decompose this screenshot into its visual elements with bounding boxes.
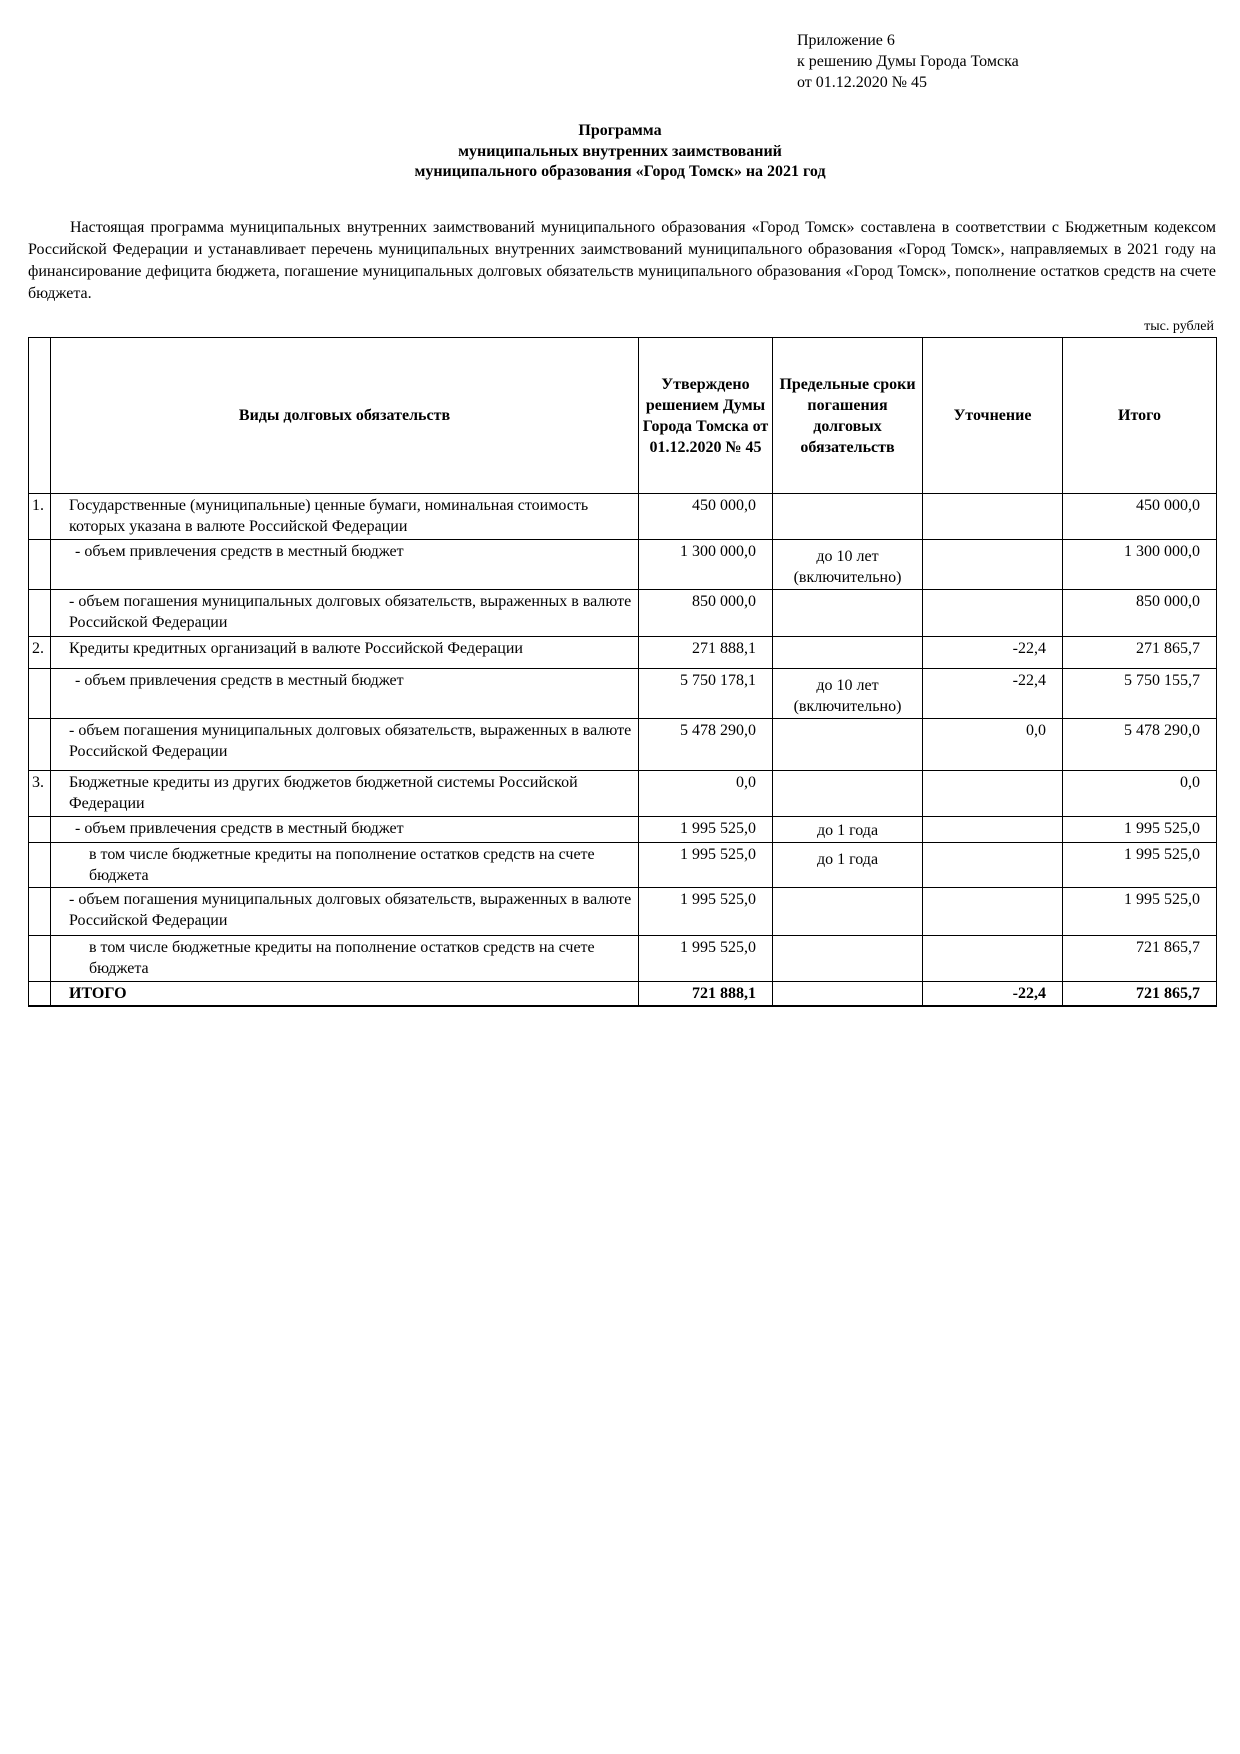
document-title	[0, 121, 1240, 183]
row-index: 2.	[29, 637, 51, 669]
title-line-2: муниципальных внутренних заимствований	[458, 142, 782, 160]
header-index	[29, 338, 51, 494]
row-clarification	[923, 494, 1063, 540]
total-clarification: -22,4	[923, 982, 1063, 1007]
row-index	[29, 669, 51, 719]
table-row	[29, 590, 1217, 637]
units-label: тыс. рублей	[1144, 319, 1214, 334]
row-term	[773, 719, 923, 771]
row-total: 5 478 290,0	[1063, 719, 1217, 771]
row-description: Кредиты кредитных организаций в валюте Российской Федерации	[51, 637, 639, 669]
appendix-line-3: от 01.12.2020 № 45	[797, 74, 928, 91]
row-description: - объем привлечения средств в местный бюджет	[51, 817, 639, 843]
header-clarification: Уточнение	[923, 338, 1063, 494]
row-clarification	[923, 771, 1063, 817]
row-approved: 1 300 000,0	[639, 540, 773, 590]
row-term: до 10 лет (включительно)	[773, 669, 923, 719]
row-description: - объем погашения муниципальных долговых обязательств, выраженных в валюте Российской Федерации	[51, 719, 639, 771]
row-term	[773, 888, 923, 936]
table-row	[29, 817, 1217, 843]
row-approved: 5 750 178,1	[639, 669, 773, 719]
header-terms: Предельные сроки погашения долговых обязательств	[773, 338, 923, 494]
header-approved: Утверждено решением Думы Города Томска от 01.12.2020 № 45	[639, 338, 773, 494]
row-term	[773, 771, 923, 817]
row-description: - объем погашения муниципальных долговых обязательств, выраженных в валюте Российской Федерации	[51, 888, 639, 936]
row-total: 1 995 525,0	[1063, 817, 1217, 843]
row-clarification	[923, 817, 1063, 843]
row-index: 1.	[29, 494, 51, 540]
row-index	[29, 590, 51, 637]
table-row	[29, 771, 1217, 817]
row-term: до 10 лет (включительно)	[773, 540, 923, 590]
row-index: 3.	[29, 771, 51, 817]
header-total: Итого	[1063, 338, 1217, 494]
row-term	[773, 936, 923, 982]
table-row	[29, 494, 1217, 540]
header-debt-type: Виды долговых обязательств	[51, 338, 639, 494]
row-approved: 1 995 525,0	[639, 817, 773, 843]
row-clarification	[923, 843, 1063, 888]
row-description: в том числе бюджетные кредиты на пополнение остатков средств на счете бюджета	[51, 843, 639, 888]
row-approved: 0,0	[639, 771, 773, 817]
table-header-row	[29, 338, 1217, 494]
row-index	[29, 843, 51, 888]
row-clarification	[923, 590, 1063, 637]
row-description: Государственные (муниципальные) ценные бумаги, номинальная стоимость которых указана в валюте Российской Федерации	[51, 494, 639, 540]
row-total: 1 995 525,0	[1063, 843, 1217, 888]
row-index	[29, 936, 51, 982]
row-clarification: 0,0	[923, 719, 1063, 771]
table-row	[29, 843, 1217, 888]
total-approved: 721 888,1	[639, 982, 773, 1007]
row-term: до 1 года	[773, 817, 923, 843]
row-clarification	[923, 540, 1063, 590]
row-total: 721 865,7	[1063, 936, 1217, 982]
table-row	[29, 719, 1217, 771]
appendix-line-2: к решению Думы Города Томска	[797, 53, 1019, 70]
table-row	[29, 637, 1217, 669]
table-row	[29, 669, 1217, 719]
row-total: 0,0	[1063, 771, 1217, 817]
table-row	[29, 540, 1217, 590]
row-approved: 1 995 525,0	[639, 936, 773, 982]
row-description: - объем погашения муниципальных долговых обязательств, выраженных в валюте Российской Федерации	[51, 590, 639, 637]
row-approved: 850 000,0	[639, 590, 773, 637]
row-clarification	[923, 936, 1063, 982]
row-clarification: -22,4	[923, 637, 1063, 669]
row-approved: 271 888,1	[639, 637, 773, 669]
appendix-line-1: Приложение 6	[797, 32, 895, 49]
row-index	[29, 540, 51, 590]
row-term	[773, 590, 923, 637]
row-description: - объем привлечения средств в местный бюджет	[51, 669, 639, 719]
row-approved: 1 995 525,0	[639, 888, 773, 936]
table-row	[29, 936, 1217, 982]
row-term: до 1 года	[773, 843, 923, 888]
title-line-3: муниципального образования «Город Томск» на 2021 год	[414, 163, 826, 180]
total-index	[29, 982, 51, 1007]
row-description: - объем привлечения средств в местный бюджет	[51, 540, 639, 590]
row-description: Бюджетные кредиты из других бюджетов бюджетной системы Российской Федерации	[51, 771, 639, 817]
row-term	[773, 494, 923, 540]
row-total: 271 865,7	[1063, 637, 1217, 669]
table-row	[29, 888, 1217, 936]
total-row	[29, 982, 1217, 1007]
row-approved: 450 000,0	[639, 494, 773, 540]
row-approved: 1 995 525,0	[639, 843, 773, 888]
row-index	[29, 719, 51, 771]
row-total: 5 750 155,7	[1063, 669, 1217, 719]
row-term	[773, 637, 923, 669]
title-line-1: Программа	[578, 122, 662, 139]
row-total: 850 000,0	[1063, 590, 1217, 637]
row-total: 1 300 000,0	[1063, 540, 1217, 590]
total-sum: 721 865,7	[1063, 982, 1217, 1007]
row-total: 1 995 525,0	[1063, 888, 1217, 936]
total-label: ИТОГО	[51, 982, 639, 1007]
intro-paragraph: Настоящая программа муниципальных внутренних заимствований муниципального образования «Город Томск» составлена в соответствии с Бюджетным кодексом Российской Федерации и устанавливает перечень муниципальных внутренних заимствований муниципального образования «Город Томск», направляемых в 2021 году на финансирование дефицита бюджета, погашение муниципальных долговых обязательств муниципального образования «Город Томск», пополнение остатков средств на счете бюджета.	[28, 219, 1216, 302]
total-term	[773, 982, 923, 1007]
appendix-reference	[797, 30, 1019, 93]
row-total: 450 000,0	[1063, 494, 1217, 540]
row-index	[29, 888, 51, 936]
row-index	[29, 817, 51, 843]
row-description: в том числе бюджетные кредиты на пополнение остатков средств на счете бюджета	[51, 936, 639, 982]
row-clarification: -22,4	[923, 669, 1063, 719]
row-clarification	[923, 888, 1063, 936]
borrowing-table	[28, 337, 1217, 1007]
row-approved: 5 478 290,0	[639, 719, 773, 771]
